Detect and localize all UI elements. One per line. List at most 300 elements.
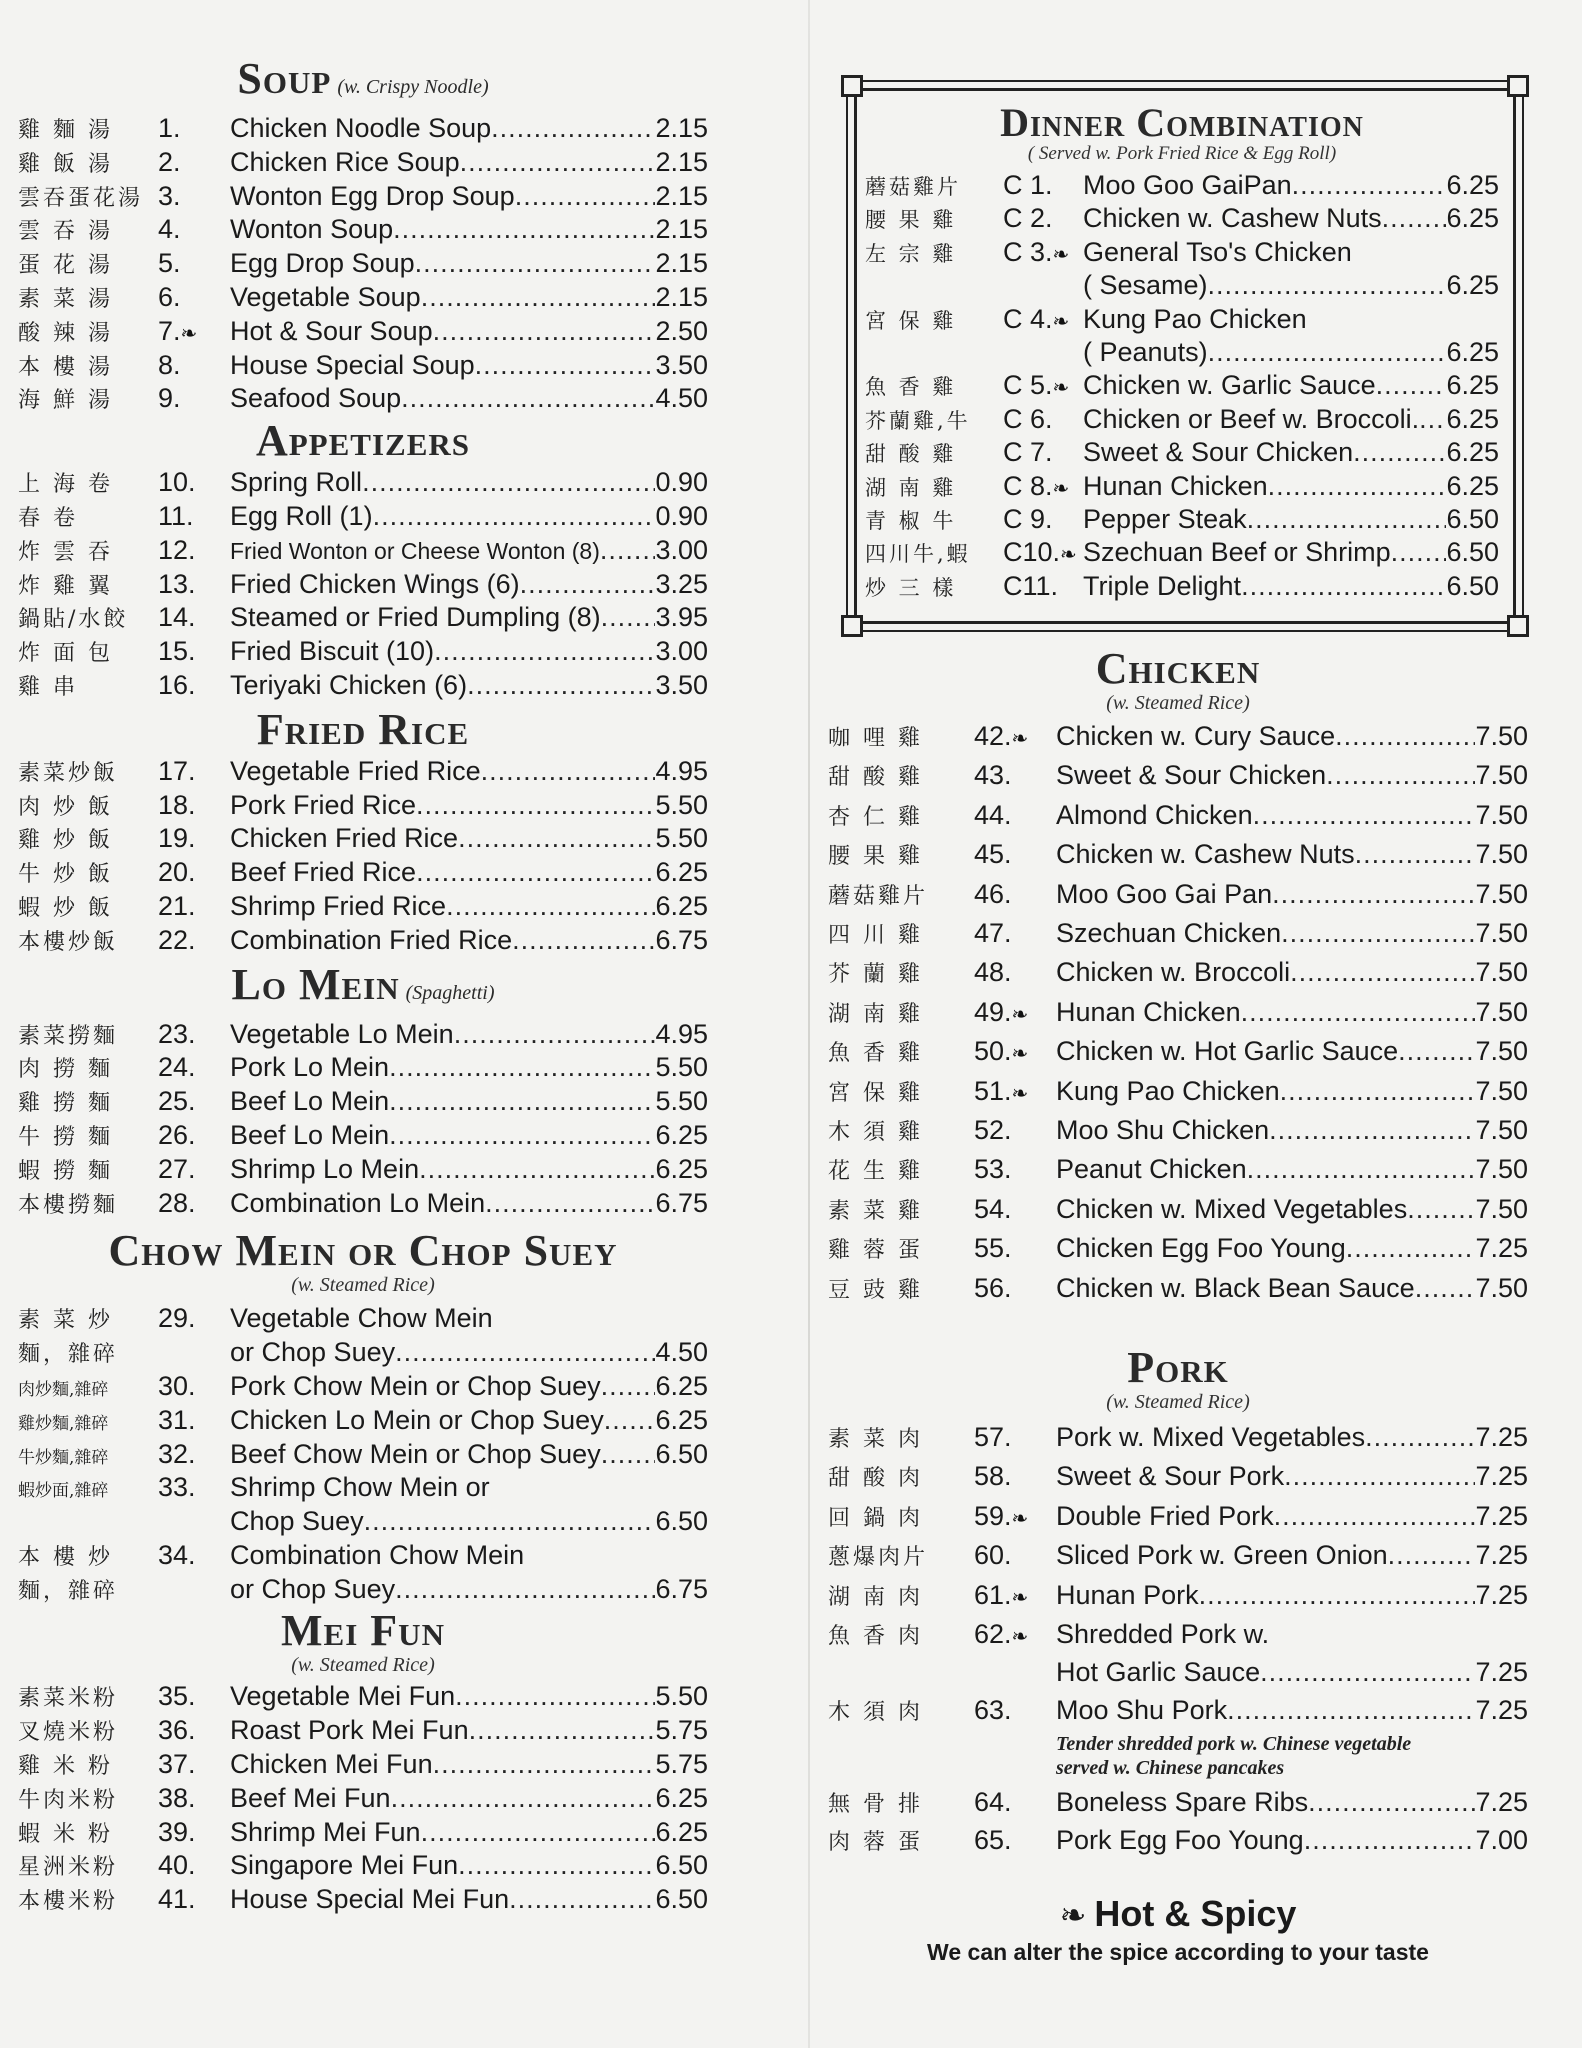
item-number: 19. (158, 823, 196, 854)
item-chinese-name: 杏 仁 雞 (828, 804, 923, 830)
leader-dots (391, 1782, 656, 1815)
pork-item-62 (828, 1618, 1528, 1694)
item-chinese-name: 宮 保 雞 (828, 1080, 923, 1106)
hot-spicy-icon: ❧ (1011, 1082, 1029, 1105)
leader-dots (373, 500, 656, 533)
item-price: 5.50 (655, 1681, 708, 1712)
item-chinese-name: 雞 串 (18, 674, 78, 700)
leader-dots (1398, 1035, 1475, 1068)
item-number: 59.❧ (974, 1500, 1056, 1536)
item-number: C 5.❧ (1003, 369, 1083, 405)
item-price: 7.50 (1475, 1272, 1528, 1303)
leader-dots (1382, 202, 1447, 235)
box-corner (1507, 615, 1529, 637)
item-price: 7.25 (1475, 1694, 1528, 1725)
hot-spicy-icon: ❧ (1011, 1586, 1029, 1609)
item-name: Pork Chow Mein or Chop Suey (230, 1370, 601, 1401)
item-chinese-name: 雞 米 粉 (18, 1754, 113, 1780)
item-number: 53. (974, 1154, 1012, 1185)
item-name: Vegetable Lo Mein (230, 1018, 454, 1049)
menu-item (865, 436, 1499, 469)
item-name: Combination Fried Rice (230, 924, 513, 955)
item-name: Peanut Chicken (1056, 1154, 1247, 1185)
item-name-cont: or Chop Suey (230, 1573, 396, 1604)
soup-title: Soup (w. Crispy Noodle) (237, 54, 489, 103)
item-price: 3.95 (655, 602, 708, 633)
item-price: 7.50 (1475, 1154, 1528, 1185)
item-name: Chicken w. Cashew Nuts (1083, 203, 1382, 234)
leader-dots (1335, 720, 1475, 753)
dinner-item (865, 169, 1499, 202)
item-number: C 2. (1003, 203, 1053, 234)
menu-item (18, 146, 708, 180)
legend-tagline: We can alter the spice according to your taste (927, 1938, 1429, 1965)
item-name: Fried Biscuit (10) (230, 636, 435, 667)
item-name: Combination Chow Mein (230, 1539, 525, 1570)
menu-item (828, 720, 1528, 759)
leader-dots (1208, 269, 1447, 302)
leader-dots (389, 1119, 655, 1152)
menu-item (18, 1153, 708, 1187)
item-name: Vegetable Fried Rice (230, 755, 481, 786)
item-price: 7.00 (1475, 1824, 1528, 1855)
item-chinese-name: 雞 麵 湯 (18, 118, 113, 143)
box-corner (841, 615, 863, 637)
item-number: 56. (974, 1272, 1012, 1303)
menu-item (18, 568, 708, 602)
item-number: 25. (158, 1086, 196, 1117)
item-number: 37. (158, 1749, 196, 1780)
item-name: Beef Fried Rice (230, 857, 417, 888)
item-chinese-name: 豆 豉 雞 (828, 1277, 923, 1303)
item-chinese-name: 酸 辣 湯 (18, 320, 113, 346)
item-name: Moo Shu Pork (1056, 1694, 1228, 1725)
item-name: Beef Chow Mein or Chop Suey (230, 1438, 601, 1469)
item-name: Wonton Soup (230, 214, 394, 245)
item-price: 7.25 (1475, 1421, 1528, 1452)
menu-item (18, 1187, 708, 1221)
hot-spicy-icon: ❧ (1011, 728, 1029, 751)
item-description: served w. Chinese pancakes (1056, 1756, 1285, 1779)
item-name: General Tso's Chicken (1083, 236, 1352, 267)
leader-dots (1292, 169, 1447, 202)
item-name: Pork Fried Rice (230, 789, 417, 820)
leader-dots (600, 534, 656, 567)
item-chinese-name: 牛肉米粉 (18, 1787, 119, 1813)
leader-dots (601, 601, 656, 634)
item-chinese-name: 麵，雜碎 (18, 1578, 119, 1604)
item-number: 45. (974, 839, 1012, 870)
item-name-cont: ( Peanuts) (1083, 336, 1208, 367)
item-name: Vegetable Chow Mein (230, 1303, 493, 1334)
item-number: 41. (158, 1884, 196, 1915)
item-price: 4.50 (655, 383, 708, 414)
leader-dots (1253, 799, 1476, 832)
item-name: Beef Lo Mein (230, 1086, 390, 1117)
menu-item (18, 281, 708, 315)
item-name: Hunan Pork (1056, 1579, 1199, 1610)
item-chinese-name: 春 卷 (18, 505, 78, 531)
item-name: Pork w. Mixed Vegetables (1056, 1421, 1366, 1452)
item-price: 3.50 (655, 669, 708, 700)
item-price: 7.50 (1475, 918, 1528, 949)
item-price: 7.25 (1475, 1233, 1528, 1264)
item-name: Pork Lo Mein (230, 1052, 390, 1083)
dinner-combination-subtitle: ( Served w. Pork Fried Rice & Egg Roll) (1027, 143, 1337, 164)
item-name: Chicken w. Broccoli (1056, 957, 1291, 988)
item-name: Chicken Fried Rice (230, 823, 459, 854)
item-chinese-name: 雞 飯 湯 (18, 151, 113, 177)
item-name: Shrimp Mei Fun (230, 1816, 421, 1847)
item-price: 7.25 (1475, 1461, 1528, 1492)
item-chinese-name: 雲吞蛋花湯 (18, 185, 144, 211)
item-chinese-name: 素 菜 肉 (828, 1426, 923, 1452)
item-number: 2. (158, 146, 181, 177)
leader-dots (395, 1336, 655, 1369)
item-name-cont: ( Sesame) (1083, 270, 1208, 301)
item-name: Wonton Egg Drop Soup (230, 180, 515, 211)
leader-dots (419, 1153, 655, 1186)
item-name: Hunan Chicken (1056, 996, 1241, 1027)
item-number: C 7. (1003, 437, 1053, 468)
item-name: Combination Lo Mein (230, 1187, 486, 1218)
item-name: House Special Mei Fun (230, 1884, 510, 1915)
item-number: 65. (974, 1824, 1012, 1855)
item-price: 7.50 (1475, 721, 1528, 752)
item-price: 6.50 (655, 1850, 708, 1881)
item-number: 15. (158, 636, 196, 667)
item-number: 38. (158, 1782, 196, 1813)
item-name: Fried Wonton or Cheese Wonton (8) (230, 537, 600, 564)
leader-dots (389, 1051, 655, 1084)
item-number: C 9. (1003, 503, 1053, 534)
item-chinese-name: 甜 酸 肉 (828, 1466, 923, 1492)
item-chinese-name: 本樓米粉 (18, 1889, 119, 1915)
right-column (828, 88, 1528, 1967)
item-number: 28. (158, 1187, 196, 1218)
item-number: 10. (158, 467, 196, 498)
item-price: 6.25 (1446, 470, 1499, 501)
item-chinese-name: 鍋貼/水餃 (18, 607, 129, 633)
menu-item (18, 755, 708, 789)
leader-dots (1407, 1193, 1475, 1226)
menu-item (828, 878, 1528, 917)
item-name: Almond Chicken (1056, 799, 1253, 830)
item-number: 49.❧ (974, 996, 1056, 1032)
item-price: 6.50 (655, 1884, 708, 1915)
item-price: 6.25 (1446, 403, 1499, 434)
leader-dots (1290, 956, 1475, 989)
leader-dots (1415, 1272, 1476, 1305)
menu-item (18, 669, 708, 703)
item-chinese-name: 星洲米粉 (18, 1855, 119, 1881)
item-chinese-name: 蔥爆肉片 (828, 1545, 929, 1571)
item-price: 7.50 (1475, 996, 1528, 1027)
menu-item (828, 799, 1528, 838)
menu-item (18, 1119, 708, 1153)
item-chinese-name: 本樓炒飯 (18, 929, 119, 955)
item-price: 6.50 (1446, 570, 1499, 601)
item-number: 52. (974, 1114, 1012, 1145)
chow-mein-subtitle: (w. Steamed Rice) (291, 1274, 435, 1297)
item-chinese-name: 蝦 米 粉 (18, 1821, 113, 1847)
leader-dots (401, 382, 655, 415)
menu-item (18, 890, 708, 924)
menu-item (828, 1539, 1528, 1578)
item-number: 29. (158, 1303, 196, 1334)
leader-dots (475, 349, 656, 382)
item-chinese-name: 湖 南 雞 (828, 1001, 923, 1027)
menu-item (18, 789, 708, 823)
item-chinese-name: 雞 蓉 蛋 (828, 1238, 923, 1264)
item-name: Hot & Sour Soup (230, 315, 433, 346)
item-number: 9. (158, 383, 181, 414)
item-number: 55. (974, 1233, 1012, 1264)
item-price: 5.50 (655, 1052, 708, 1083)
leader-dots (455, 1680, 655, 1713)
menu-item (18, 534, 708, 568)
item-name: Moo Goo GaiPan (1083, 170, 1292, 200)
item-chinese-name: 四 川 雞 (828, 923, 923, 949)
item-chinese-name: 雞炒麵,雜碎 (18, 1413, 109, 1434)
item-price: 6.25 (1446, 203, 1499, 234)
pork-list (828, 1421, 1528, 1618)
item-price: 6.25 (1446, 336, 1499, 367)
item-number: 4. (158, 214, 181, 245)
item-chinese-name: 炸 面 包 (18, 641, 113, 667)
leader-dots (434, 635, 655, 668)
menu-item (18, 1085, 708, 1119)
menu-item (18, 500, 708, 534)
item-price: 0.90 (655, 467, 708, 498)
item-name: Pepper Steak (1083, 503, 1247, 534)
soup-list (18, 112, 708, 416)
item-name: Seafood Soup (230, 383, 402, 414)
menu-item (18, 315, 708, 349)
item-chinese-name: 魚 香 雞 (865, 375, 957, 400)
leader-dots (1419, 403, 1446, 436)
leader-dots (415, 247, 656, 280)
menu-item (18, 1816, 708, 1850)
item-name: Sliced Pork w. Green Onion (1056, 1540, 1388, 1571)
item-chinese-name: 芥 蘭 雞 (828, 962, 923, 988)
menu-item (828, 1232, 1528, 1271)
pork-title: Pork (1127, 1342, 1229, 1392)
item-price: 3.00 (655, 534, 708, 565)
item-price: 5.50 (655, 1086, 708, 1117)
item-name: Chicken w. Hot Garlic Sauce (1056, 1036, 1399, 1067)
leader-dots (491, 112, 655, 145)
item-number: C 8.❧ (1003, 470, 1083, 506)
menu-item (18, 1051, 708, 1085)
item-chinese-name: 四川牛,蝦 (865, 542, 971, 567)
left-column (18, 56, 708, 1917)
item-price: 2.15 (655, 214, 708, 245)
item-name: Chicken w. Cashew Nuts (1056, 839, 1355, 870)
item-chinese-name: 炸 雲 吞 (18, 539, 113, 565)
item-chinese-name: 芥蘭雞,牛 (865, 408, 971, 433)
item-number: 34. (158, 1539, 196, 1570)
box-corner (841, 75, 863, 97)
leader-dots (362, 466, 655, 499)
item-chinese-name: 本 樓 炒 (18, 1544, 113, 1570)
item-price: 2.15 (655, 281, 708, 312)
item-chinese-name: 魚 香 雞 (828, 1041, 923, 1067)
menu-item (828, 1824, 1528, 1862)
menu-item (865, 570, 1499, 603)
item-number: 50.❧ (974, 1035, 1056, 1071)
item-chinese-name: 木 須 肉 (828, 1699, 923, 1725)
item-number: 42.❧ (974, 720, 1056, 756)
dinner-item (865, 236, 1499, 303)
menu-item (18, 1438, 708, 1472)
item-number: 13. (158, 568, 196, 599)
hot-spicy-icon: ❧ (1052, 377, 1070, 400)
item-chinese-name: 牛 撈 麵 (18, 1124, 113, 1150)
item-price: 3.00 (655, 636, 708, 667)
chow-mein-item-29 (18, 1302, 708, 1370)
item-price: 7.25 (1475, 1656, 1528, 1687)
item-price: 7.50 (1475, 839, 1528, 870)
item-price: 2.15 (655, 248, 708, 279)
item-number: 1. (158, 113, 181, 143)
leader-dots (485, 1187, 655, 1220)
item-chinese-name: 肉 撈 麵 (18, 1057, 113, 1083)
item-price: 6.75 (655, 924, 708, 955)
menu-item (828, 1153, 1528, 1192)
hot-spicy-icon: ❧ (1059, 1896, 1087, 1933)
item-chinese-name: 木 須 雞 (828, 1119, 923, 1145)
item-name: Chicken w. Black Bean Sauce (1056, 1272, 1415, 1303)
item-name: Moo Goo Gai Pan (1056, 878, 1273, 909)
item-name: Szechuan Chicken (1056, 918, 1282, 949)
item-price: 6.25 (655, 1153, 708, 1184)
item-price: 7.25 (1475, 1500, 1528, 1531)
item-number: 58. (974, 1461, 1012, 1492)
item-name: Shredded Pork w. (1056, 1618, 1270, 1649)
pork-subtitle: (w. Steamed Rice) (1106, 1390, 1250, 1413)
item-price: 6.25 (655, 857, 708, 888)
lo-mein-title: Lo Mein (Spaghetti) (231, 959, 495, 1009)
item-chinese-name: 無 骨 排 (828, 1791, 923, 1817)
menu-item (865, 536, 1499, 569)
item-number: 46. (974, 878, 1012, 909)
menu-item (18, 466, 708, 500)
item-name: Shrimp Chow Mein or (230, 1472, 490, 1503)
hot-spicy-icon: ❧ (1052, 243, 1070, 266)
menu-item (828, 1035, 1528, 1074)
leader-dots (601, 1438, 656, 1471)
legend-label: Hot & Spicy (1094, 1892, 1297, 1934)
item-chinese-name: 咖 哩 雞 (828, 726, 923, 752)
leader-dots (1284, 1460, 1475, 1493)
pork-list-2 (828, 1786, 1528, 1862)
item-number: C 4.❧ (1003, 303, 1083, 339)
item-name: Double Fried Pork (1056, 1500, 1274, 1531)
item-number: 21. (158, 890, 196, 921)
leader-dots (515, 180, 656, 213)
item-price: 6.50 (1446, 503, 1499, 534)
leader-dots (1281, 917, 1475, 950)
leader-dots (481, 755, 656, 788)
item-name: Roast Pork Mei Fun (230, 1715, 469, 1746)
mei-fun-subtitle: (w. Steamed Rice) (291, 1654, 435, 1677)
item-chinese-name: 腰 果 雞 (865, 208, 957, 233)
item-price: 7.50 (1475, 1075, 1528, 1106)
item-price: 6.25 (1446, 270, 1499, 301)
menu-item (18, 382, 708, 416)
leader-dots (1274, 1500, 1476, 1533)
leader-dots (1247, 503, 1447, 536)
item-number: 51.❧ (974, 1075, 1056, 1111)
chicken-list (828, 720, 1528, 1311)
hot-spicy-icon: ❧ (1052, 310, 1070, 333)
item-chinese-name: 回 鍋 肉 (828, 1505, 923, 1531)
menu-item (828, 1193, 1528, 1232)
item-name: Chicken Rice Soup (230, 146, 460, 177)
menu-item (865, 503, 1499, 536)
dinner-combination-box (854, 88, 1516, 624)
item-chinese-name: 素菜炒飯 (18, 760, 119, 786)
item-chinese-name: 炸 雞 翼 (18, 573, 113, 599)
item-number: 22. (158, 924, 196, 955)
item-price: 4.50 (655, 1337, 708, 1368)
item-chinese-name: 甜 酸 雞 (865, 442, 957, 467)
hot-spicy-icon: ❧ (1060, 544, 1077, 567)
item-number: 17. (158, 755, 196, 786)
item-price: 6.50 (655, 1506, 708, 1537)
menu-item (18, 1680, 708, 1714)
item-number: 63. (974, 1694, 1012, 1725)
leader-dots (454, 1018, 656, 1051)
leader-dots (509, 1883, 655, 1916)
menu-item (828, 1421, 1528, 1460)
item-number: 54. (974, 1193, 1012, 1224)
item-chinese-name: 雲 吞 湯 (18, 219, 113, 245)
leader-dots (1308, 1786, 1475, 1819)
hot-spicy-icon: ❧ (1011, 1003, 1029, 1026)
item-price: 6.25 (655, 890, 708, 921)
menu-item (828, 1579, 1528, 1618)
menu-item (18, 349, 708, 383)
dinner-item (865, 303, 1499, 370)
hot-spicy-icon: ❧ (1011, 1625, 1029, 1648)
item-chinese-name: 素 菜 炒 (18, 1308, 113, 1334)
menu-item (18, 1849, 708, 1883)
box-corner (1507, 75, 1529, 97)
leader-dots (1355, 838, 1476, 871)
item-price: 7.25 (1475, 1579, 1528, 1610)
item-chinese-name: 蘑菇雞片 (865, 175, 961, 199)
menu-item (865, 369, 1499, 402)
item-price: 7.50 (1475, 1193, 1528, 1224)
item-chinese-name: 青 椒 牛 (865, 508, 957, 533)
item-name: Vegetable Soup (230, 281, 421, 312)
leader-dots (416, 789, 655, 822)
leader-dots (421, 281, 656, 314)
menu-item (828, 1272, 1528, 1311)
item-price: 6.50 (655, 1438, 708, 1469)
item-price: 6.25 (655, 1119, 708, 1150)
item-name: Vegetable Mei Fun (230, 1681, 456, 1712)
hot-spicy-icon: ❧ (1011, 1507, 1029, 1530)
item-number: 8. (158, 349, 181, 380)
item-chinese-name: 蝦炒面,雜碎 (18, 1481, 109, 1502)
leader-dots (1365, 1421, 1475, 1454)
item-price: 7.50 (1475, 760, 1528, 791)
item-name: Sweet & Sour Pork (1056, 1461, 1285, 1492)
item-price: 7.50 (1475, 878, 1528, 909)
